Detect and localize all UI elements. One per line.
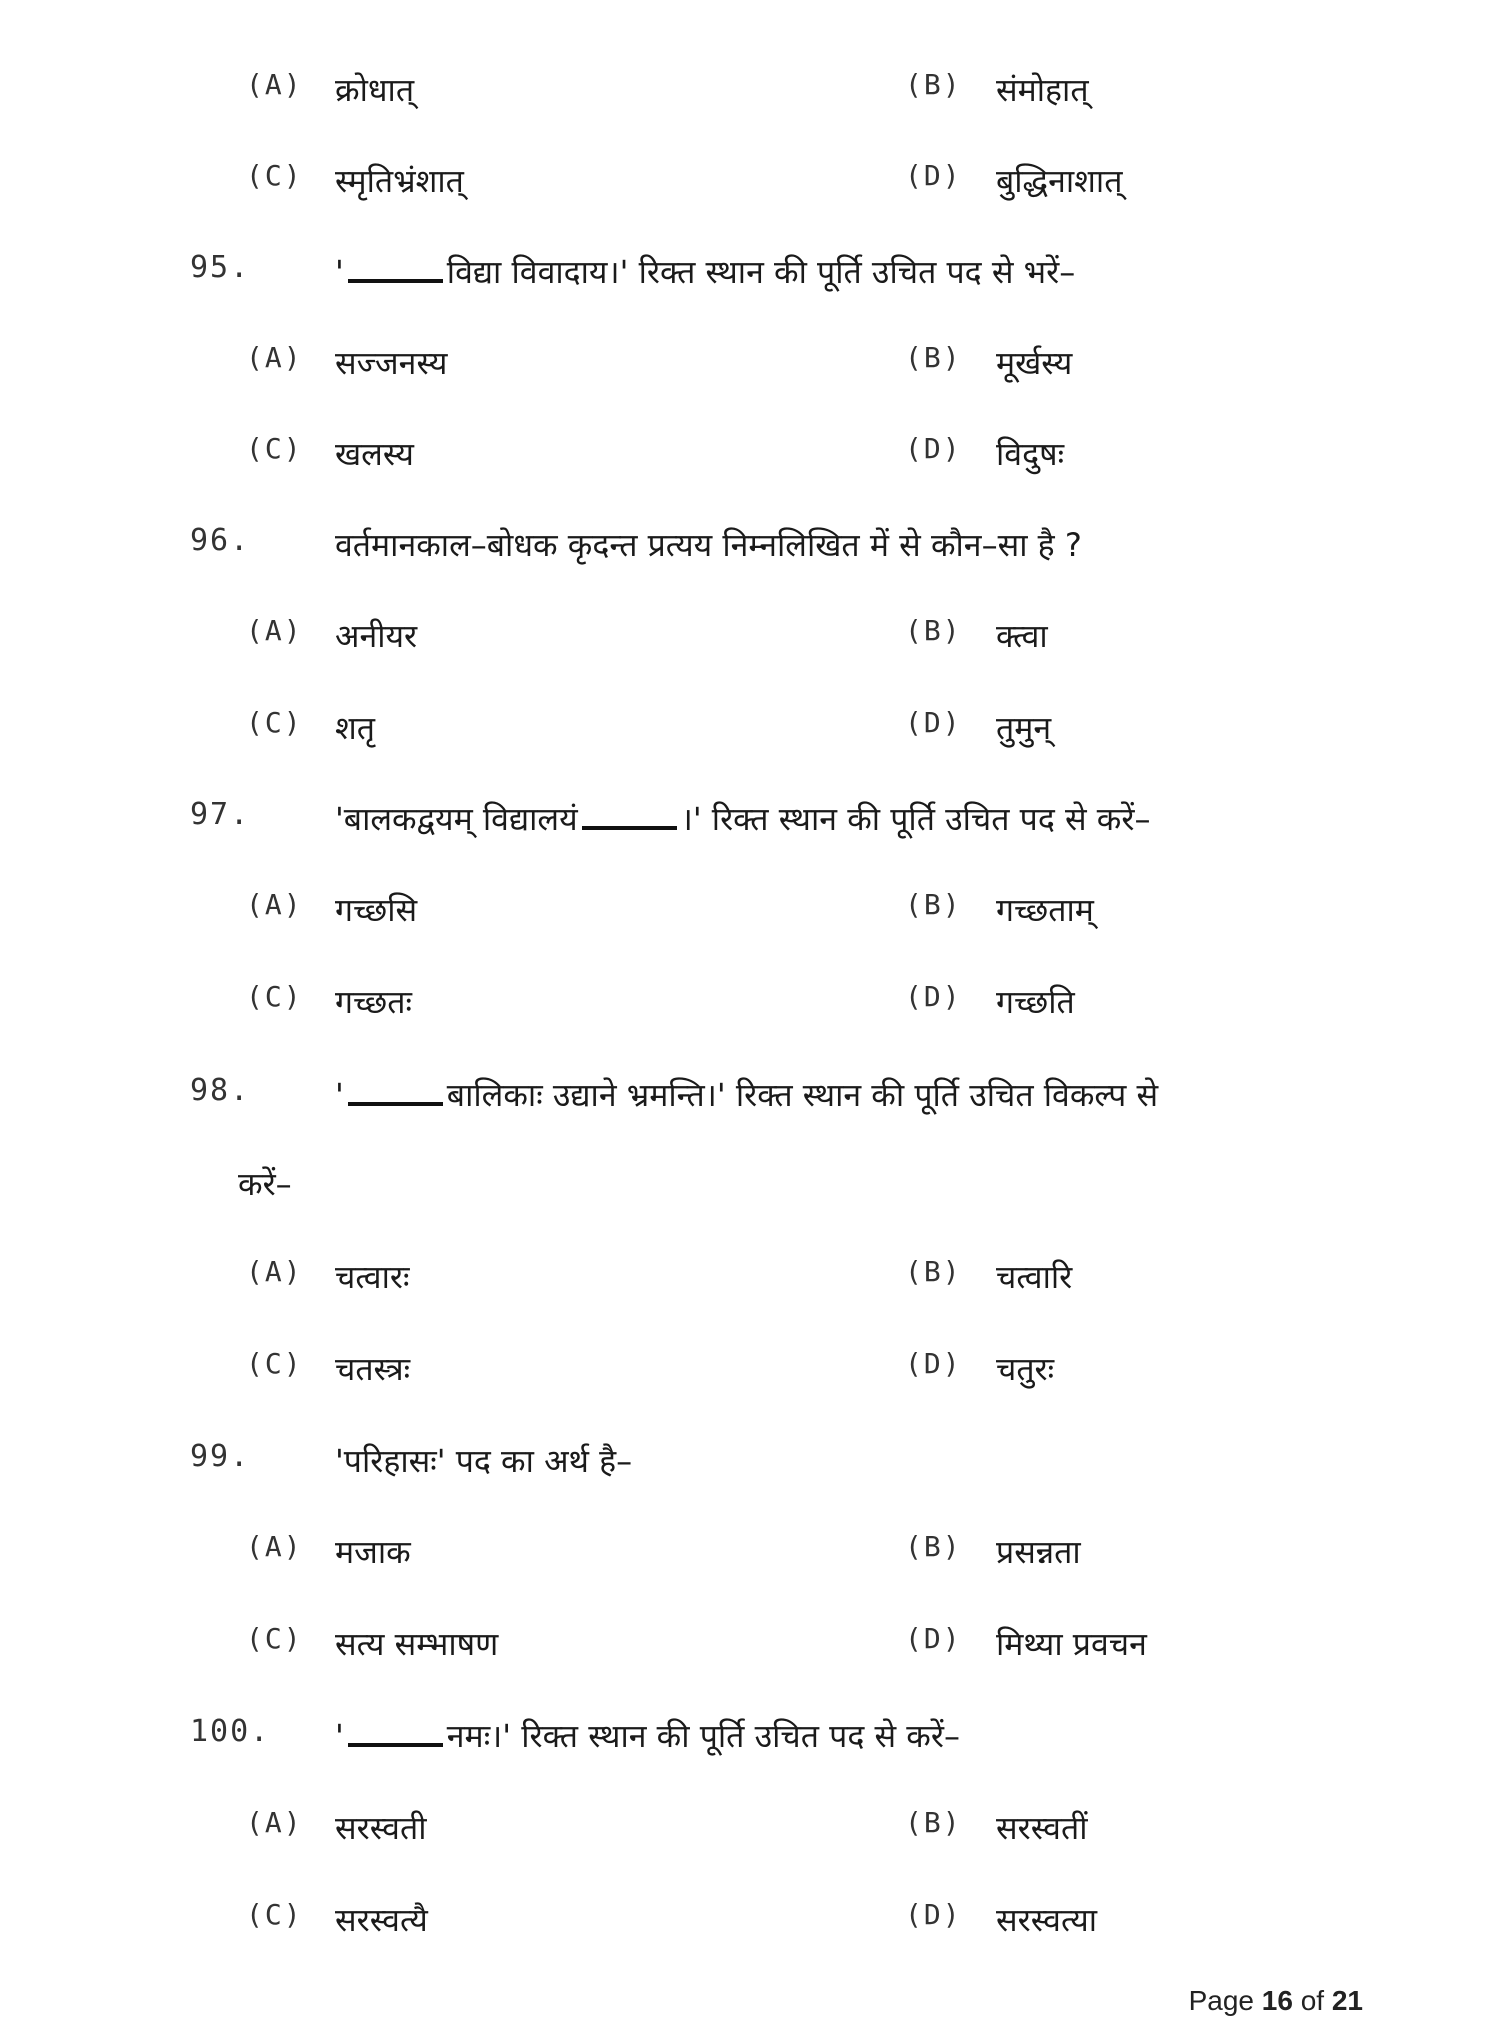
question-text: वर्तमानकाल–बोधक कृदन्त प्रत्यय निम्नलिखित में से कौन–सा है ? <box>335 526 1082 564</box>
question-96 <box>0 523 1505 583</box>
option-label: (A) <box>246 68 303 101</box>
q96-options-row-2 <box>0 706 1505 766</box>
option-text: शतृ <box>335 709 376 747</box>
option-label: (C) <box>246 159 303 192</box>
total-pages: 21 <box>1331 1985 1363 2016</box>
question-98-continuation <box>0 1162 1505 1222</box>
question-text-rest: ।' रिक्त स्थान की पूर्ति उचित पद से करें– <box>680 800 1151 838</box>
blank-line <box>348 1743 443 1747</box>
option-label: (B) <box>905 68 962 101</box>
option-label: (A) <box>246 1806 303 1839</box>
option-text: संमोहात् <box>996 71 1089 109</box>
q99-options-row-1 <box>0 1530 1505 1590</box>
option-label: (D) <box>905 159 962 192</box>
option-label: (A) <box>246 1530 303 1563</box>
option-text: सत्य सम्भाषण <box>335 1625 499 1663</box>
question-number: 98. <box>190 1073 251 1108</box>
option-label: (B) <box>905 888 962 921</box>
question-99 <box>0 1439 1505 1499</box>
option-text: खलस्य <box>335 435 414 473</box>
option-label: (C) <box>246 1898 303 1931</box>
option-label: (D) <box>905 432 962 465</box>
q96-options-row-1 <box>0 614 1505 674</box>
question-number: 100. <box>190 1714 271 1749</box>
question-number: 99. <box>190 1439 251 1474</box>
option-label: (C) <box>246 706 303 739</box>
question-95 <box>0 250 1505 310</box>
option-text: सरस्वतीं <box>996 1809 1088 1847</box>
option-text: चत्वारि <box>996 1258 1073 1296</box>
q97-options-row-2 <box>0 980 1505 1040</box>
current-page: 16 <box>1261 1985 1293 2016</box>
option-text: अनीयर <box>335 617 418 655</box>
question-number: 97. <box>190 797 251 832</box>
of-word: of <box>1300 1985 1325 2016</box>
q94-options-row-2 <box>0 159 1505 219</box>
option-label: (B) <box>905 1530 962 1563</box>
question-100 <box>0 1714 1505 1774</box>
question-97 <box>0 797 1505 857</box>
option-label: (C) <box>246 980 303 1013</box>
question-number: 95. <box>190 250 251 285</box>
option-text: गच्छतः <box>335 983 412 1021</box>
option-text: गच्छताम् <box>996 891 1094 929</box>
question-text-rest: नमः।' रिक्त स्थान की पूर्ति उचित पद से करें– <box>446 1717 960 1755</box>
option-text: प्रसन्नता <box>996 1533 1081 1571</box>
option-label: (A) <box>246 614 303 647</box>
q95-options-row-1 <box>0 341 1505 401</box>
page-number <box>1189 1985 1363 2017</box>
option-text: सरस्वत्यै <box>335 1901 428 1939</box>
q100-options-row-1 <box>0 1806 1505 1866</box>
question-text <box>335 1073 1158 1116</box>
option-text: क्त्वा <box>996 617 1048 655</box>
option-label: (D) <box>905 706 962 739</box>
question-number: 96. <box>190 523 251 558</box>
blank-line <box>582 826 677 830</box>
option-text: चतस्त्रः <box>335 1350 411 1388</box>
q99-options-row-2 <box>0 1622 1505 1682</box>
option-label: (C) <box>246 432 303 465</box>
question-text-continuation: करें– <box>238 1165 292 1203</box>
option-label: (D) <box>905 980 962 1013</box>
question-text <box>335 1714 960 1757</box>
question-text <box>335 250 1075 293</box>
question-text-rest: बालिकाः उद्याने भ्रमन्ति।' रिक्त स्थान की पूर्ति उचित विकल्प से <box>446 1076 1159 1114</box>
option-text: सज्जनस्य <box>335 344 448 382</box>
page-word: Page <box>1188 1985 1254 2016</box>
q98-options-row-2 <box>0 1347 1505 1407</box>
option-label: (B) <box>905 614 962 647</box>
option-label: (B) <box>905 1806 962 1839</box>
question-text <box>335 797 1150 840</box>
option-text: बुद्धिनाशात् <box>996 162 1123 200</box>
option-text: मजाक <box>335 1533 411 1571</box>
option-label: (A) <box>246 888 303 921</box>
option-text: चत्वारः <box>335 1258 410 1296</box>
option-text: गच्छति <box>996 983 1075 1021</box>
option-label: (A) <box>246 1255 303 1288</box>
q98-options-row-1 <box>0 1255 1505 1315</box>
quote-mark: ' <box>335 1717 344 1755</box>
option-text: चतुरः <box>996 1350 1055 1388</box>
quote-mark: ' <box>335 1076 344 1114</box>
option-text: सरस्वती <box>335 1809 427 1847</box>
q100-options-row-2 <box>0 1898 1505 1958</box>
question-text-rest: विद्या विवादाय।' रिक्त स्थान की पूर्ति उचित पद से भरें– <box>446 253 1076 291</box>
question-98 <box>0 1073 1505 1133</box>
option-text: विदुषः <box>996 435 1065 473</box>
question-text-start: 'बालकद्वयम् विद्यालयं <box>335 800 578 838</box>
option-label: (B) <box>905 341 962 374</box>
option-text: क्रोधात् <box>335 71 415 109</box>
option-label: (D) <box>905 1347 962 1380</box>
option-text: मूर्खस्य <box>996 344 1073 382</box>
option-text: गच्छसि <box>335 891 418 929</box>
q95-options-row-2 <box>0 432 1505 492</box>
option-text: स्मृतिभ्रंशात् <box>335 162 464 200</box>
blank-line <box>348 279 443 283</box>
q97-options-row-1 <box>0 888 1505 948</box>
question-text: 'परिहासः' पद का अर्थ है– <box>335 1442 633 1480</box>
option-text: मिथ्या प्रवचन <box>996 1625 1147 1663</box>
option-text: सरस्वत्या <box>996 1901 1098 1939</box>
option-label: (D) <box>905 1622 962 1655</box>
option-label: (C) <box>246 1347 303 1380</box>
quote-mark: ' <box>335 253 344 291</box>
option-label: (D) <box>905 1898 962 1931</box>
option-label: (B) <box>905 1255 962 1288</box>
option-label: (C) <box>246 1622 303 1655</box>
option-label: (A) <box>246 341 303 374</box>
q94-options-row-1 <box>0 68 1505 128</box>
blank-line <box>348 1102 443 1106</box>
option-text: तुमुन् <box>996 709 1052 747</box>
